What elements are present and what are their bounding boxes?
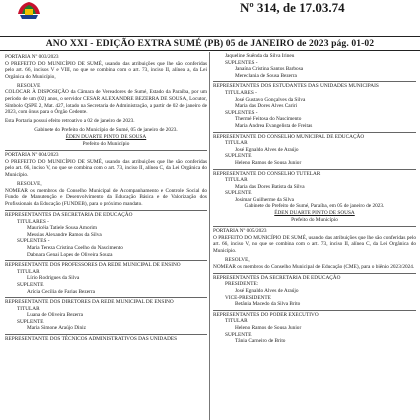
right-column-line: Maria das Dores Batista da Silva (235, 183, 305, 190)
header-top-rule (0, 36, 420, 37)
right-column-line: Heleno Ramos de Sousa Junior (235, 324, 302, 331)
right-column-line: Gabinete do Prefeito de Sumé, Paraíba, em 05 de janeiro de 2023. (244, 203, 385, 210)
left-column-line: Maria Tereza Cristina Coelho do Nascimento (27, 244, 123, 251)
left-column-line: Esta Portaria possui efeito retroativo a 02 de janeiro de 2023. (5, 118, 135, 125)
left-column-line: RESOLVE (17, 82, 41, 89)
left-column-line: REPRESENTANTE DOS DIRETORES DA REDE MUNICIPAL DE ENSINO (5, 297, 207, 306)
column-divider (209, 52, 210, 420)
left-column-line: Luana de Oliveira Bezerra (27, 312, 84, 319)
left-column-line: PORTARIA Nº 003/2023 (5, 54, 59, 60)
right-column-line: Tânia Carneiro de Brito (235, 338, 286, 345)
left-column-line: Maria Simone Araújo Diniz (27, 325, 86, 332)
right-column-line: REPRESENTANTES DA SECRETARIA DE EDUCAÇÃO (213, 273, 416, 282)
right-column-line: Prefeito do Município (291, 216, 338, 223)
left-column-line: TITULAR (17, 305, 40, 312)
right-column-line: PORTARIA Nº 005/2023 (213, 226, 416, 235)
left-column-line: Mauricéia Tatiele Sousa Amorim (27, 225, 97, 232)
right-column-line: REPRESENTANTES DO PODER EXECUTIVO (213, 310, 416, 319)
right-column-line: SUPLENTES - (225, 59, 258, 66)
municipal-crest-icon (16, 0, 42, 20)
right-column-line: SUPLENTE (225, 190, 252, 197)
header-bottom-rule (0, 50, 420, 51)
right-column-line: ÉDEN DUARTE PINTO DE SOUSA (274, 210, 355, 217)
right-column-line: SUPLENTE (225, 331, 252, 338)
right-column-line: PRESIDENTE: (225, 281, 259, 288)
left-column-line: Messias Alexandre Ramos da Silva (27, 231, 102, 238)
right-column-line: Maria das Dores Alves Cariri (235, 103, 298, 110)
right-column-line: VICE-PRESIDENTE (225, 294, 271, 301)
right-column-line: SUPLENTES - (225, 109, 258, 116)
left-column-line: Dabnara Genai Lopes de Oliveira Souza (27, 251, 113, 258)
left-column-line: REPRESENTANTES DA SECRETARIA DE EDUCAÇÃO (5, 210, 207, 219)
right-column-line: RESOLVE, (225, 257, 250, 264)
right-column-line: REPRESENTANTE DO CONSELHO MUNICIPAL DE EDUCAÇÃO (213, 132, 416, 141)
right-column-line: TITULAR (225, 140, 248, 147)
right-column-line: SUPLENTE (225, 153, 252, 160)
masthead-law-reference: Nº 314, de 17.03.74 (240, 0, 345, 15)
right-column-line: José Gustavo Gonçalves da Silva (235, 96, 306, 103)
right-column-line: TITULAR (225, 177, 248, 184)
left-column-line: Gabinete do Prefeito do Município de Sumé, 05 de janeiro de 2023. (34, 127, 178, 134)
right-column-line: O PREFEITO DO MUNICÍPIO DE SUMÉ, usando das atribuições que lhe são conferidas pelo art. 66, inciso V, no que se combina com o art. 73, inciso II, alínea C, da Lei Orgânica do Município. (213, 234, 416, 255)
right-column-line: Heleno Ramos de Sousa Junior (235, 159, 302, 166)
left-column-line: NOMEAR os membros do Conselho Municipal de Acompanhamento e Controle Social do Fundo de Manutenção e Desenvolvimento da Educação Básica e de Valorização dos Profissionais da Educação (FUNDEB), para o próximo mandato. (5, 187, 207, 207)
left-column-line: SUPLENTES - (17, 238, 50, 245)
right-column (213, 53, 416, 345)
left-column-line: SUPLENTE (17, 281, 44, 288)
right-column-line: Mereclania de Sousa Bezerra (235, 72, 297, 79)
edition-line: ANO XXI - EDIÇÃO EXTRA SUMÉ (PB) 05 de JANEIRO de 2023 pág. 01-02 (45, 38, 375, 49)
left-column-line: O PREFEITO DO MUNICÍPIO DE SUMÉ, usando das atribuições que lhe são conferidas pelo art. 66, inciso V, no que se combina com o art. 73, inciso II, alínea C, da Lei Orgânica do Município. (5, 158, 207, 178)
left-column-line: REPRESENTANTE DOS TÉCNICOS ADMINISTRATIVOS DAS UNIDADES (5, 334, 207, 343)
right-column-line: Jaqueline Suênda da Silva Irineu (225, 53, 295, 59)
left-column-line: Arícia Cecília de Farias Bezerra (27, 288, 95, 295)
left-column-line: RESOLVE, (17, 181, 42, 188)
right-column-line: José Egnaldo Alves de Araújo (235, 288, 299, 294)
left-column-line: REPRESENTANTE DOS PROFESSORES DA REDE MUNICIPAL DE ENSINO (5, 260, 207, 269)
left-column-line: ÉDEN DUARTE PINTO DE SOUSA (65, 134, 147, 141)
left-column-line: SUPLENTE (17, 318, 44, 325)
right-column-line: Thermé Feitosa do Nascimento (235, 116, 302, 123)
right-column-line: REPRESENTANTE DO CONSELHO TUTELAR (213, 169, 416, 178)
left-column-line: Prefeito do Município (82, 140, 130, 147)
right-column-line: Maria Andrea Evangelista de Freitas (235, 122, 313, 129)
left-column-line: O PREFEITO DO MUNICÍPIO DE SUMÉ, usando das atribuições que lhe são conferidas pelo art. 66, incisos V e VIII, no que se combina com o art. 73, inciso II, alínea a, da Lei Orgânica do Município, (5, 60, 207, 80)
left-column-line: TITULARES - (17, 218, 49, 225)
right-column-line: Betânia Macedo da Silva Brito (235, 301, 301, 308)
right-column-line: José Egnaldo Alves de Araújo (235, 146, 299, 153)
masthead (0, 0, 420, 38)
right-column-line: NOMEAR os membros do Conselho Municipal de Educação (CME), para o biênio 2023/2024. (213, 263, 415, 270)
left-column-line: PORTARIA Nº 004/2023 (5, 150, 207, 159)
right-column-line: REPRESENTANTES DOS ESTUDANTES DAS UNIDADES MUNICIPAIS (213, 81, 416, 90)
left-column-line: Lírio Rodrigues da Silva (27, 275, 80, 282)
right-column-line: Janaína Cristina Santos Barbosa (235, 66, 304, 73)
right-column-line: TITULARES - (225, 89, 257, 96)
left-column (5, 53, 207, 343)
left-column-line: TITULAR (17, 268, 40, 275)
right-column-line: Josimar Guilherme da Silva (235, 196, 294, 203)
left-column-line: COLOCAR À DISPOSIÇÃO da Câmara de Vereadores de Sumé, Estado da Paraíba, por um período de um (02) anos, o servidor CESAR ALEXANDRE BEZERRA DE SOUSA, Locutor, Símbolo QSPE 2, Mat. 427, lotado na Secretaria de Administração, a partir de 02 de janeiro de 2023, com ônus para o Órgão Cedente. (5, 89, 207, 116)
right-column-line: TITULAR (225, 318, 248, 325)
